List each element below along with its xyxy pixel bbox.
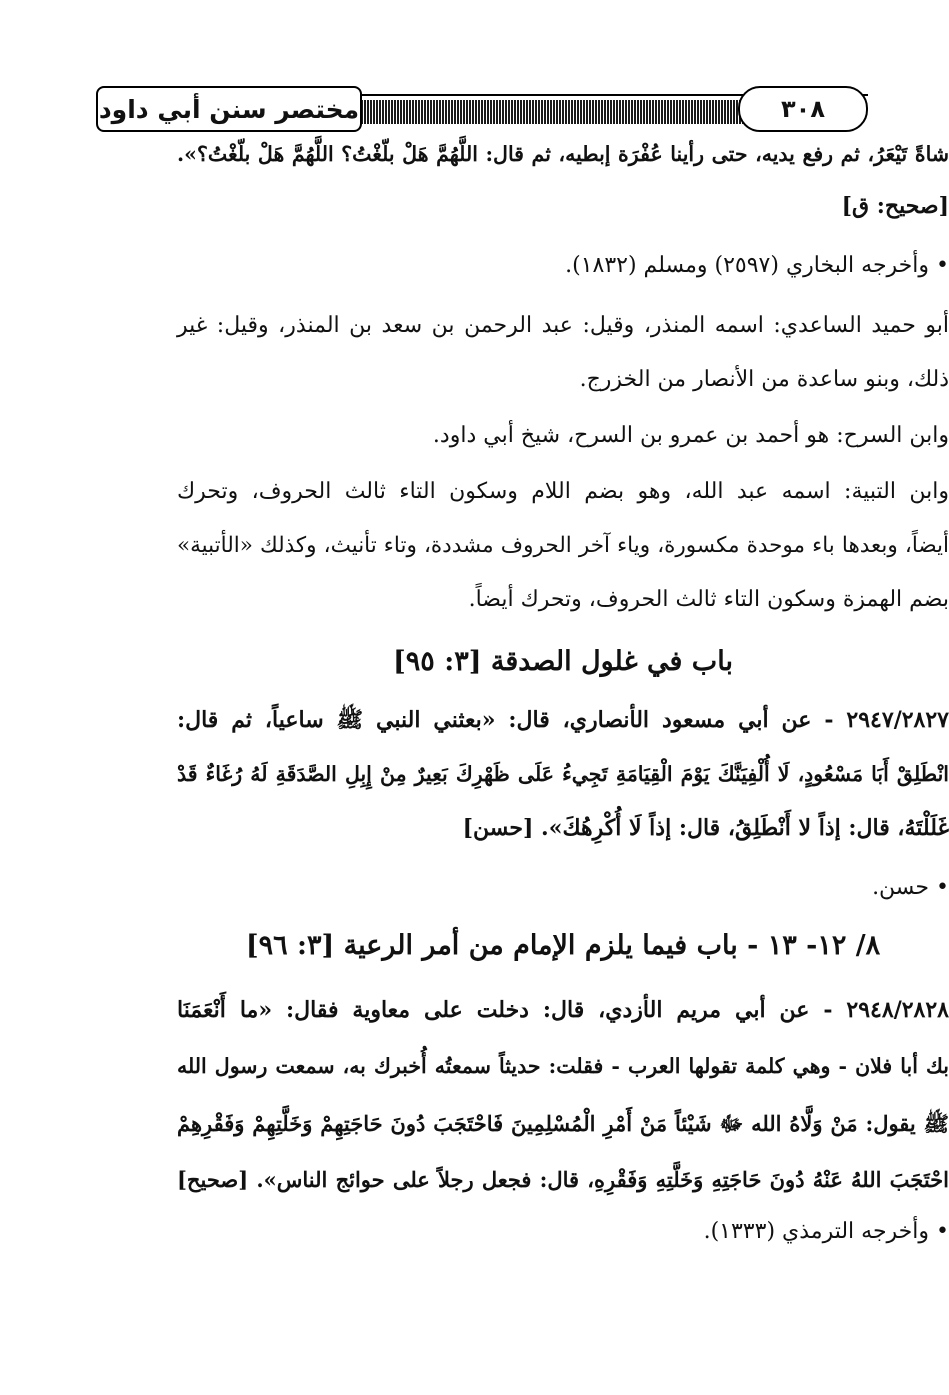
page-header [96, 86, 868, 130]
text-line: ذلك، وبنو ساعدة من الأنصار من الخزرج. [579, 367, 949, 392]
page-number: ٣٠٨ [738, 86, 868, 132]
hadith-line: غَلَلْتَهُ، قال: إذاً لا أَنْطَلِقُ، قال: إذاً لَا أُكْرِهُكَ». [حسن] [462, 815, 949, 841]
chapter-heading: ٨/ ١٢- ١٣ - باب فيما يلزم الإمام من أمر الرعية [٣: ٩٦] [245, 930, 881, 961]
text-line: شاةً تَيْعَرُ، ثم رفع يديه، حتى رأينا عُفْرَة إبطيه، ثم قال: اللَّهُمَّ هَلْ بلّغْتُ؟ اللَّهُمَّ هَلْ بلّغْتُ؟». [177, 142, 949, 166]
bullet-note: • وأخرجه البخاري (٢٥٩٧) ومسلم (١٨٣٢). [565, 253, 949, 278]
bullet-note: • حسن. [872, 875, 949, 900]
book-title: مختصر سنن أبي داود [96, 86, 362, 132]
hadith-line: بك أبا فلان - وهي كلمة تقولها العرب - فقلت: حديثاً سمعتُه أُخبرك به، سمعت رسول الله [177, 1054, 949, 1078]
text-line: أيضاً، وبعدها باء موحدة مكسورة، وياء آخر الحروف مشددة، وتاء تأنيث، وكذلك «الأتبية» [177, 533, 949, 558]
grading-label: [صحيح: ق] [841, 193, 949, 219]
text-line: أبو حميد الساعدي: اسمه المنذر، وقيل: عبد الرحمن بن سعد بن المنذر، وقيل: غير [177, 313, 949, 338]
bullet-note: • وأخرجه الترمذي (١٣٣٣). [703, 1219, 949, 1244]
text-line: وابن التبية: اسمه عبد الله، وهو بضم اللام وسكون التاء ثالث الحروف، وتحرك [177, 479, 949, 504]
hadith-line: ٢٩٤٧/٢٨٢٧ - عن أبي مسعود الأنصاري، قال: «بعثني النبي ﷺ ساعياً، ثم قال: [177, 707, 949, 733]
hadith-line: ﷺ يقول: مَنْ وَلَّاهُ الله ﷻ شَيْئاً مَنْ أَمْرِ الْمُسْلِمِينَ فَاحْتَجَبَ دُونَ حَاجَتِهِمْ وَخَلَّتِهِمْ وَفَقْرِهِمْ [177, 1111, 949, 1136]
chapter-heading: باب في غلول الصدقة [٣: ٩٥] [393, 646, 733, 677]
hadith-line: ٢٩٤٨/٢٨٢٨ - عن أبي مريم الأزدي، قال: دخلت على معاوية فقال: «ما أَنْعَمَنَا [177, 997, 949, 1023]
text-line: وابن السرح: هو أحمد بن عمرو بن السرح، شيخ أبي داود. [432, 423, 949, 448]
text-line: بضم الهمزة وسكون التاء ثالث الحروف، وتحرك أيضاً. [468, 587, 949, 612]
hadith-line: احْتَجَبَ اللهُ عَنْهُ دُونَ حَاجَتِهِ وَخَلَّتِهِ وَفَقْرِهِ، قال: فجعل رجلاً على حوائج الناس». [صحيح] [177, 1167, 949, 1192]
hadith-line: انْطَلِقْ أَبَا مَسْعُودٍ، لَا أُلْفِيَنَّكَ يَوْمَ الْقِيَامَةِ تَجِيءُ عَلَى ظَهْرِكَ بَعِيرٌ مِنْ إِبِلِ الصَّدَقَةِ لَهُ رُغَاءٌ قَدْ [177, 762, 949, 786]
